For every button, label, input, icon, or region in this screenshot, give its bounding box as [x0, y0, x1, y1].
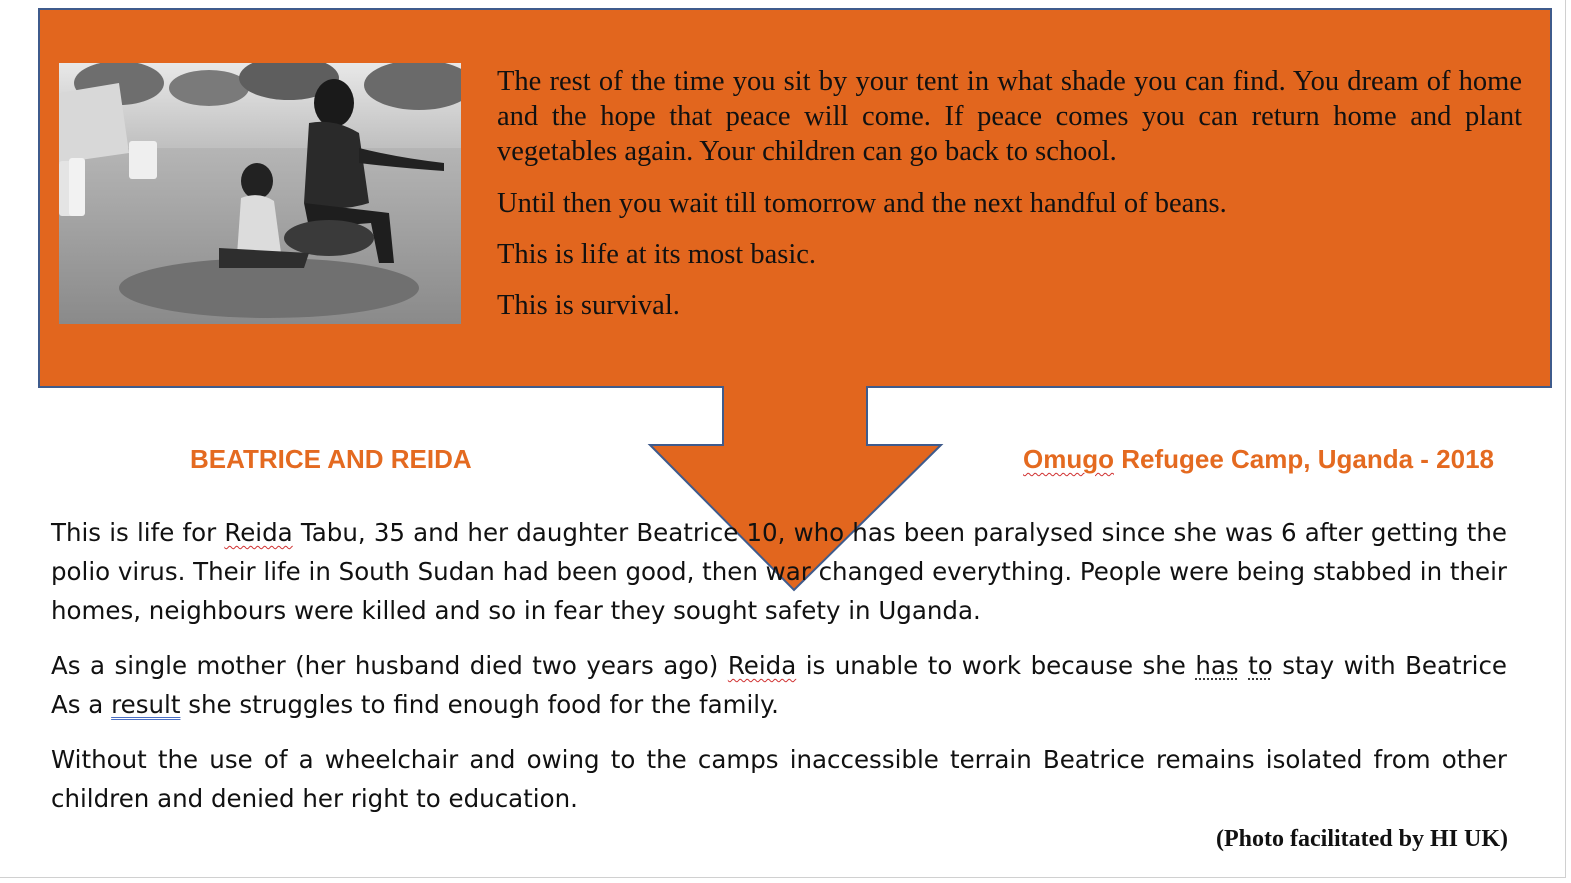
spellcheck-word[interactable]: Omugo: [1023, 444, 1114, 474]
callout-paragraph: Until then you wait till tomorrow and the next handful of beans.: [497, 188, 1227, 219]
story-paragraph-3: Without the use of a wheelchair and owing to the camps inaccessible terrain Beatrice remains isolated from other children and denied her right to education.: [51, 745, 1507, 813]
photo-credit: (Photo facilitated by HI UK): [1216, 826, 1508, 852]
text-run: [1239, 651, 1248, 680]
text-run: she struggles to find enough food for the family.: [180, 690, 779, 719]
text-run: is unable to work because she: [796, 651, 1196, 680]
spellcheck-word[interactable]: Reida: [224, 518, 293, 547]
callout-paragraph: The rest of the time you sit by your tent in what shade you can find. You dream of home and the hope that peace will come. If peace comes you can return home and plant vegetables again. Your children can go back to school.: [497, 66, 1522, 167]
story-paragraph-1: [51, 513, 1507, 630]
heading-names: BEATRICE AND REIDA: [190, 444, 472, 474]
grammar-flag-word[interactable]: to: [1248, 651, 1273, 680]
heading-location: [1023, 444, 1494, 475]
story-body: [51, 513, 1507, 834]
grammar-flag-word[interactable]: has: [1195, 651, 1239, 680]
story-paragraph-2: [51, 646, 1507, 724]
callout-paragraph: This is survival.: [497, 290, 680, 321]
text-run: This is life for: [51, 518, 225, 547]
refugee-photo: [59, 63, 461, 324]
text-run: As a single mother (her husband died two years ago): [51, 651, 728, 680]
spellcheck-word[interactable]: Reida: [727, 651, 797, 680]
heading-location-text: Refugee Camp, Uganda - 2018: [1114, 444, 1494, 474]
text-run: Tabu, 35 and her daughter Beatrice 10, who has been paralysed since she was 6 after getting the polio virus. Their life in South Sudan had been good, then war changed everything. People were being stabbed in their homes, neighbours were killed and so in fear they sought safety in Uganda.: [51, 518, 1507, 625]
grammar-suggestion-word[interactable]: result: [111, 690, 181, 719]
text-run: stay with Beatrice As a: [51, 651, 1508, 719]
callout-text: [497, 64, 1522, 339]
callout-paragraph: This is life at its most basic.: [497, 239, 817, 270]
